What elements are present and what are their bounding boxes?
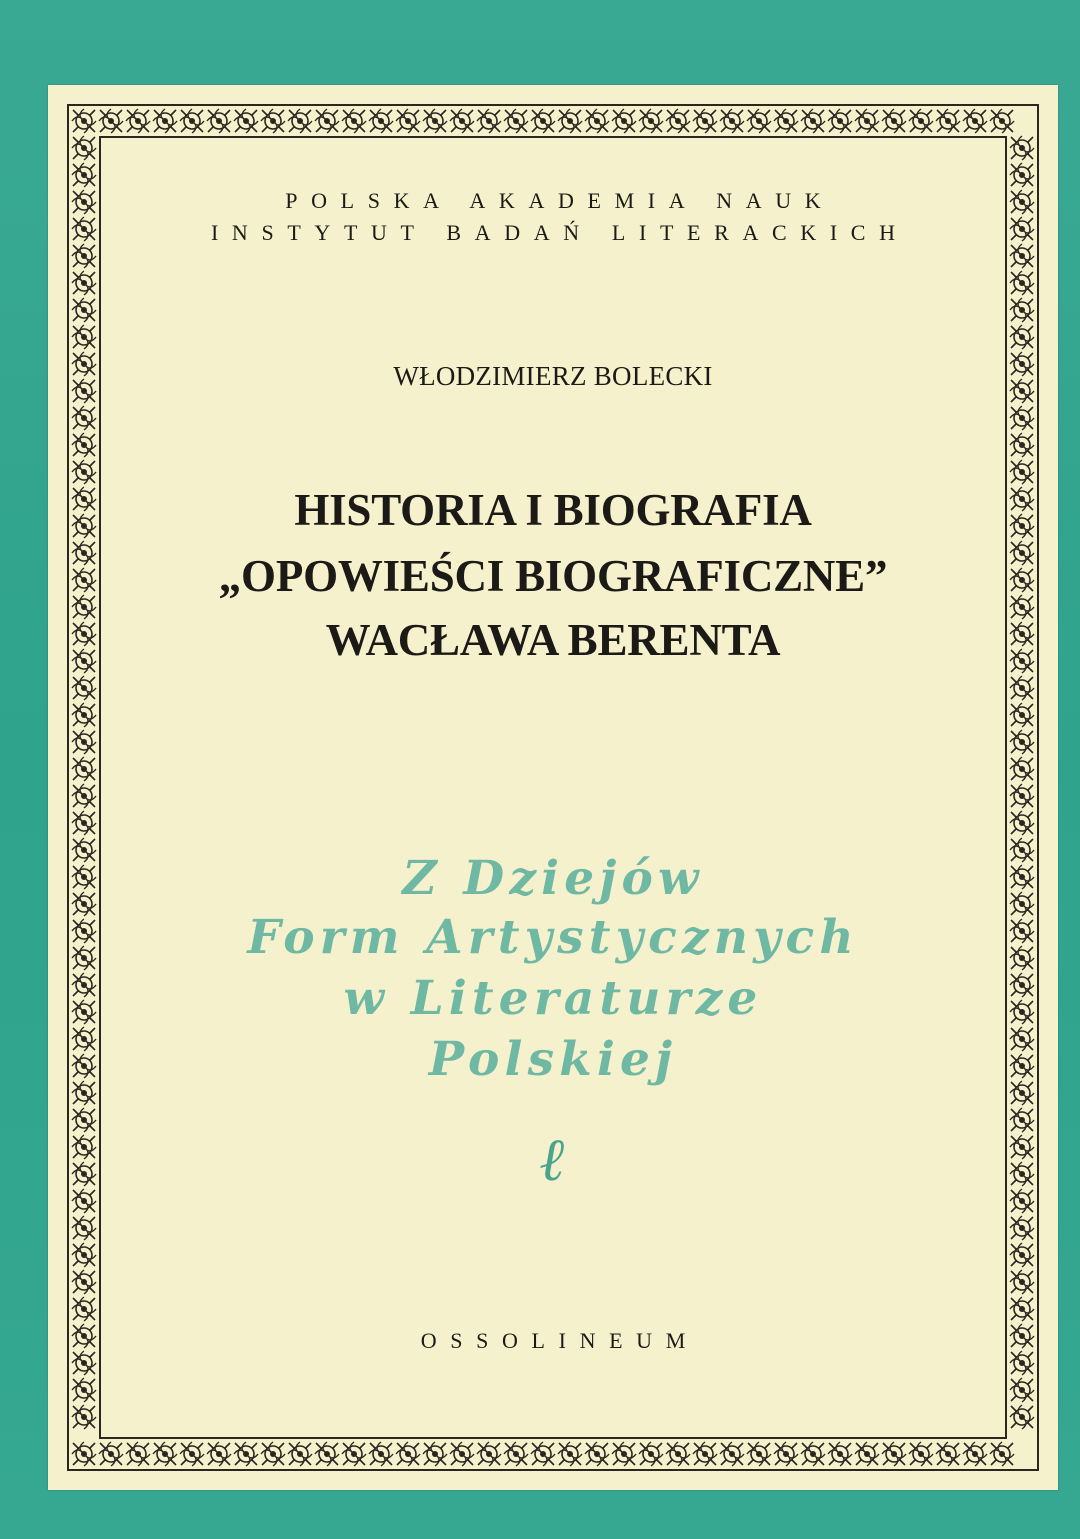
book-title-line-2: „OPOWIEŚCI BIOGRAFICZNE” xyxy=(218,551,888,601)
border-ornament-motif xyxy=(1010,244,1034,268)
book-title-line-1: HISTORIA I BIOGRAFIA xyxy=(294,485,812,535)
border-ornament-motif xyxy=(72,163,96,187)
border-ornament-motif xyxy=(423,109,447,133)
border-ornament-motif xyxy=(234,109,258,133)
border-ornament-motif xyxy=(180,109,204,133)
border-ornament-motif xyxy=(585,1442,609,1466)
ornamental-border xyxy=(48,85,1058,1490)
border-ornament-motif xyxy=(423,1442,447,1466)
border-ornament-motif xyxy=(558,109,582,133)
border-ornament-motif xyxy=(342,1442,366,1466)
author-name: WŁODZIMIERZ BOLECKI xyxy=(393,361,713,391)
border-ornament-motif xyxy=(72,703,96,727)
border-ornament-motif xyxy=(207,109,231,133)
border-ornament-motif xyxy=(720,109,744,133)
border-ornament-motif xyxy=(990,109,1014,133)
border-ornament-motif xyxy=(1010,730,1034,754)
border-ornament-motif xyxy=(369,1442,393,1466)
border-ornament-motif xyxy=(774,109,798,133)
border-ornament-motif xyxy=(72,1378,96,1402)
border-ornament-motif xyxy=(531,109,555,133)
border-ornament-motif xyxy=(1010,1081,1034,1105)
border-ornament-motif xyxy=(1010,703,1034,727)
border-ornament-motif xyxy=(1010,325,1034,349)
border-ornament-motif xyxy=(369,109,393,133)
border-ornament-motif xyxy=(72,1270,96,1294)
border-ornament-motif xyxy=(72,433,96,457)
border-ornament-motif xyxy=(936,1442,960,1466)
border-ornament-motif xyxy=(288,1442,312,1466)
series-title-line-3: w Literaturze xyxy=(343,971,763,1026)
border-ornament-motif xyxy=(72,1442,96,1466)
cover-page xyxy=(48,85,1058,1490)
border-ornament-motif xyxy=(909,109,933,133)
border-ornament-motif xyxy=(1010,271,1034,295)
border-ornament-motif xyxy=(396,1442,420,1466)
border-ornament-motif xyxy=(315,1442,339,1466)
border-ornament-motif xyxy=(666,109,690,133)
border-ornament-motif xyxy=(72,784,96,808)
border-ornament-motif xyxy=(126,1442,150,1466)
border-ornament-motif xyxy=(261,1442,285,1466)
border-ornament-motif xyxy=(990,1442,1014,1466)
border-ornament-motif xyxy=(1010,1378,1034,1402)
border-ornament-motif xyxy=(72,271,96,295)
border-ornament-motif xyxy=(1010,1216,1034,1240)
border-ornament-motif xyxy=(234,1442,258,1466)
institute-name: INSTYTUT BADAŃ LITERACKICH xyxy=(210,220,909,245)
border-ornament-motif xyxy=(99,1442,123,1466)
border-ornament-motif xyxy=(1010,676,1034,700)
border-ornament-motif xyxy=(882,1442,906,1466)
book-title-line-3: WACŁAWA BERENTA xyxy=(325,615,781,665)
border-ornament-motif xyxy=(450,109,474,133)
border-ornament-motif xyxy=(1010,1243,1034,1267)
border-ornament-motif xyxy=(639,109,663,133)
border-ornament-motif xyxy=(504,1442,528,1466)
border-ornament-motif xyxy=(72,136,96,160)
border-ornament-motif xyxy=(72,757,96,781)
border-ornament-motif xyxy=(72,1081,96,1105)
border-ornament-motif xyxy=(882,109,906,133)
border-ornament-motif xyxy=(1010,1405,1034,1429)
border-ornament-motif xyxy=(1010,163,1034,187)
academy-name: POLSKA AKADEMIA NAUK xyxy=(285,188,835,213)
border-ornament-motif xyxy=(477,109,501,133)
border-ornament-motif xyxy=(1010,433,1034,457)
border-ornament-motif xyxy=(828,1442,852,1466)
border-ornament-motif xyxy=(585,109,609,133)
border-ornament-motif xyxy=(720,1442,744,1466)
border-ornament-motif xyxy=(612,1442,636,1466)
border-ornament-motif xyxy=(153,109,177,133)
border-ornament-motif xyxy=(288,109,312,133)
border-ornament-motif xyxy=(72,1297,96,1321)
border-ornament-motif xyxy=(72,730,96,754)
border-ornament-motif xyxy=(1010,784,1034,808)
border-ornament-motif xyxy=(72,325,96,349)
border-ornament-motif xyxy=(207,1442,231,1466)
border-ornament-motif xyxy=(72,298,96,322)
border-ornament-motif xyxy=(747,109,771,133)
border-ornament-motif xyxy=(126,109,150,133)
border-ornament-motif xyxy=(531,1442,555,1466)
border-ornament-motif xyxy=(558,1442,582,1466)
border-ornament-motif xyxy=(477,1442,501,1466)
series-title-line-4: Polskiej xyxy=(428,1032,678,1087)
border-ornament-motif xyxy=(774,1442,798,1466)
border-ornament-motif xyxy=(963,1442,987,1466)
border-ornament-motif xyxy=(72,460,96,484)
border-ornament-motif xyxy=(72,109,96,133)
border-ornament-motif xyxy=(801,109,825,133)
border-ornament-motif xyxy=(666,1442,690,1466)
border-ornament-motif xyxy=(1010,757,1034,781)
border-ornament-motif xyxy=(1010,1270,1034,1294)
series-title-line-1: Z Dziejów xyxy=(402,851,704,906)
border-ornament-motif xyxy=(72,1243,96,1267)
publisher-name: OSSOLINEUM xyxy=(420,1328,699,1353)
border-ornament-motif xyxy=(747,1442,771,1466)
border-ornament-motif xyxy=(342,109,366,133)
border-ornament-motif xyxy=(180,1442,204,1466)
border-ornament-motif xyxy=(153,1442,177,1466)
border-ornament-motif xyxy=(261,109,285,133)
border-ornament-motif xyxy=(1010,136,1034,160)
border-ornament-motif xyxy=(1010,298,1034,322)
border-ornament-motif xyxy=(72,406,96,430)
border-ornament-motif xyxy=(1010,811,1034,835)
border-ornament-motif xyxy=(855,109,879,133)
border-ornament-motif xyxy=(963,109,987,133)
border-ornament-motif xyxy=(1010,1297,1034,1321)
border-ornament-motif xyxy=(612,109,636,133)
border-ornament-motif xyxy=(1010,460,1034,484)
border-ornament-motif xyxy=(693,109,717,133)
border-ornament-motif xyxy=(72,244,96,268)
border-ornament-motif xyxy=(72,676,96,700)
border-ornament-motif xyxy=(450,1442,474,1466)
border-ornament-motif xyxy=(1010,406,1034,430)
ossolineum-logo-icon: ℓ xyxy=(540,1125,566,1195)
border-ornament-motif xyxy=(315,109,339,133)
border-ornament-motif xyxy=(1010,1351,1034,1375)
border-ornament-motif xyxy=(801,1442,825,1466)
border-ornament-motif xyxy=(99,109,123,133)
border-ornament-motif xyxy=(639,1442,663,1466)
border-ornament-motif xyxy=(72,1216,96,1240)
border-ornament-motif xyxy=(72,811,96,835)
border-ornament-motif xyxy=(693,1442,717,1466)
border-ornament-motif xyxy=(72,1351,96,1375)
border-ornament-motif xyxy=(936,109,960,133)
border-ornament-motif xyxy=(396,109,420,133)
border-ornament-motif xyxy=(909,1442,933,1466)
series-title-line-2: Form Artystycznych xyxy=(247,910,859,965)
border-ornament-motif xyxy=(72,1405,96,1429)
border-ornament-motif xyxy=(504,109,528,133)
border-ornament-motif xyxy=(855,1442,879,1466)
border-ornament-motif xyxy=(828,109,852,133)
